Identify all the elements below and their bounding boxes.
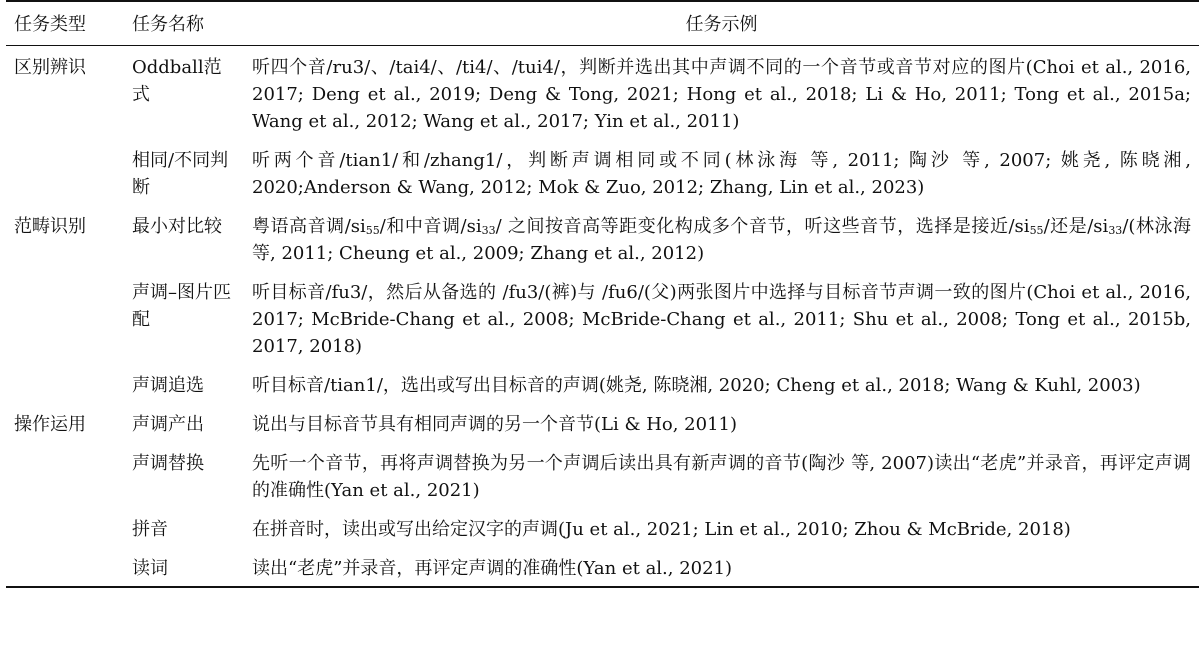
table-row (6, 45, 1199, 139)
task-example-cell: 听目标音/fu3/，然后从备选的 /fu3/(裤)与 /fu6/(父)两张图片中选择与目标音节声调一致的图片(Choi et al., 2016, 2017; McBride-Chang et al., 2008; McBride-Chang et al., 2011; Shu et al., 2008; Tong et al., 2015b, 2017, 2018) (252, 281, 1191, 357)
task-example-cell: 听两个音/tian1/和/zhang1/，判断声调相同或不同(林泳海 等, 2011; 陶沙 等, 2007; 姚尧, 陈晓湘, 2020;Anderson & Wang, 2012; Mok & Zuo, 2012; Zhang, Lin et al., 2023) (252, 149, 1191, 198)
task-name-cell: 读词 (124, 547, 244, 587)
table-row (6, 547, 1199, 587)
task-type-cell (6, 139, 124, 205)
table-row (6, 139, 1199, 205)
task-type-cell (6, 442, 124, 508)
task-name-cell: 声调产出 (132, 413, 204, 435)
task-type-cell (6, 271, 124, 364)
example-text: / 之间按音高等距变化构成多个音节，听这些音节，选择是接近/si (495, 215, 1030, 237)
task-example-cell: 说出与目标音节具有相同声调的另一个音节(Li & Ho, 2011) (252, 413, 738, 435)
example-text: /和中音调/si (379, 215, 482, 237)
task-example-cell: 听四个音/ru3/、/tai4/、/ti4/、/tui4/，判断并选出其中声调不同的一个音节或音节对应的图片(Choi et al., 2016, 2017; Deng et al., 2019; Deng & Tong, 2021; Hong et al., 2018; Li & Ho, 2011; Tong et al., 2015a; Wang et al., 2012; Wang et al., 2017; Yin et al., 2011) (252, 56, 1191, 132)
task-name-cell: 拼音 (132, 518, 168, 540)
example-text: 粤语高音调/si (252, 215, 366, 237)
task-name-cell: 声调追选 (132, 374, 204, 396)
task-example-cell: 先听一个音节，再将声调替换为另一个声调后读出具有新声调的音节(陶沙 等, 2007)读出“老虎”并录音，再评定声调的准确性(Yan et al., 2021) (252, 452, 1191, 501)
header-task-name: 任务名称 (124, 1, 244, 45)
task-name-cell: 声调–图片匹配 (132, 281, 231, 330)
task-type-cell: 操作运用 (14, 413, 86, 435)
example-text: /还是/si (1043, 215, 1109, 237)
example-text: /(林泳海 等, 2011; Cheung et al., 2009; Zhang et al., 2012) (252, 215, 1192, 264)
task-type-cell (6, 364, 124, 403)
table-row (6, 442, 1199, 508)
subscript: 55 (1029, 223, 1044, 237)
table-row (6, 205, 1199, 271)
table-body (6, 45, 1199, 587)
task-example-cell: 在拼音时，读出或写出给定汉字的声调(Ju et al., 2021; Lin et al., 2010; Zhou & McBride, 2018) (252, 518, 1071, 540)
task-type-cell (6, 547, 124, 587)
header-task-example: 任务示例 (244, 1, 1199, 45)
subscript: 55 (365, 223, 380, 237)
table-row (6, 508, 1199, 547)
task-name-cell: 相同/不同判断 (132, 149, 229, 198)
task-type-cell: 区别辨识 (14, 56, 86, 78)
table-row (6, 271, 1199, 364)
task-type-cell (6, 508, 124, 547)
subscript: 33 (1108, 223, 1123, 237)
task-name-cell: 最小对比较 (132, 215, 222, 237)
task-type-cell: 范畴识别 (14, 215, 86, 237)
task-name-cell: 声调替换 (132, 452, 204, 474)
header-task-type: 任务类型 (6, 1, 124, 45)
table-row (6, 364, 1199, 403)
task-example-cell: 听目标音/tian1/，选出或写出目标音的声调(姚尧, 陈晓湘, 2020; Cheng et al., 2018; Wang & Kuhl, 2003) (252, 374, 1141, 396)
subscript: 33 (481, 223, 496, 237)
table-header (6, 1, 1199, 45)
task-table (6, 0, 1199, 588)
task-example-cell (244, 205, 1199, 271)
task-name-cell: Oddball范式 (132, 56, 222, 105)
table-row (6, 403, 1199, 442)
task-example-cell: 读出“老虎”并录音，再评定声调的准确性(Yan et al., 2021) (244, 547, 1199, 587)
